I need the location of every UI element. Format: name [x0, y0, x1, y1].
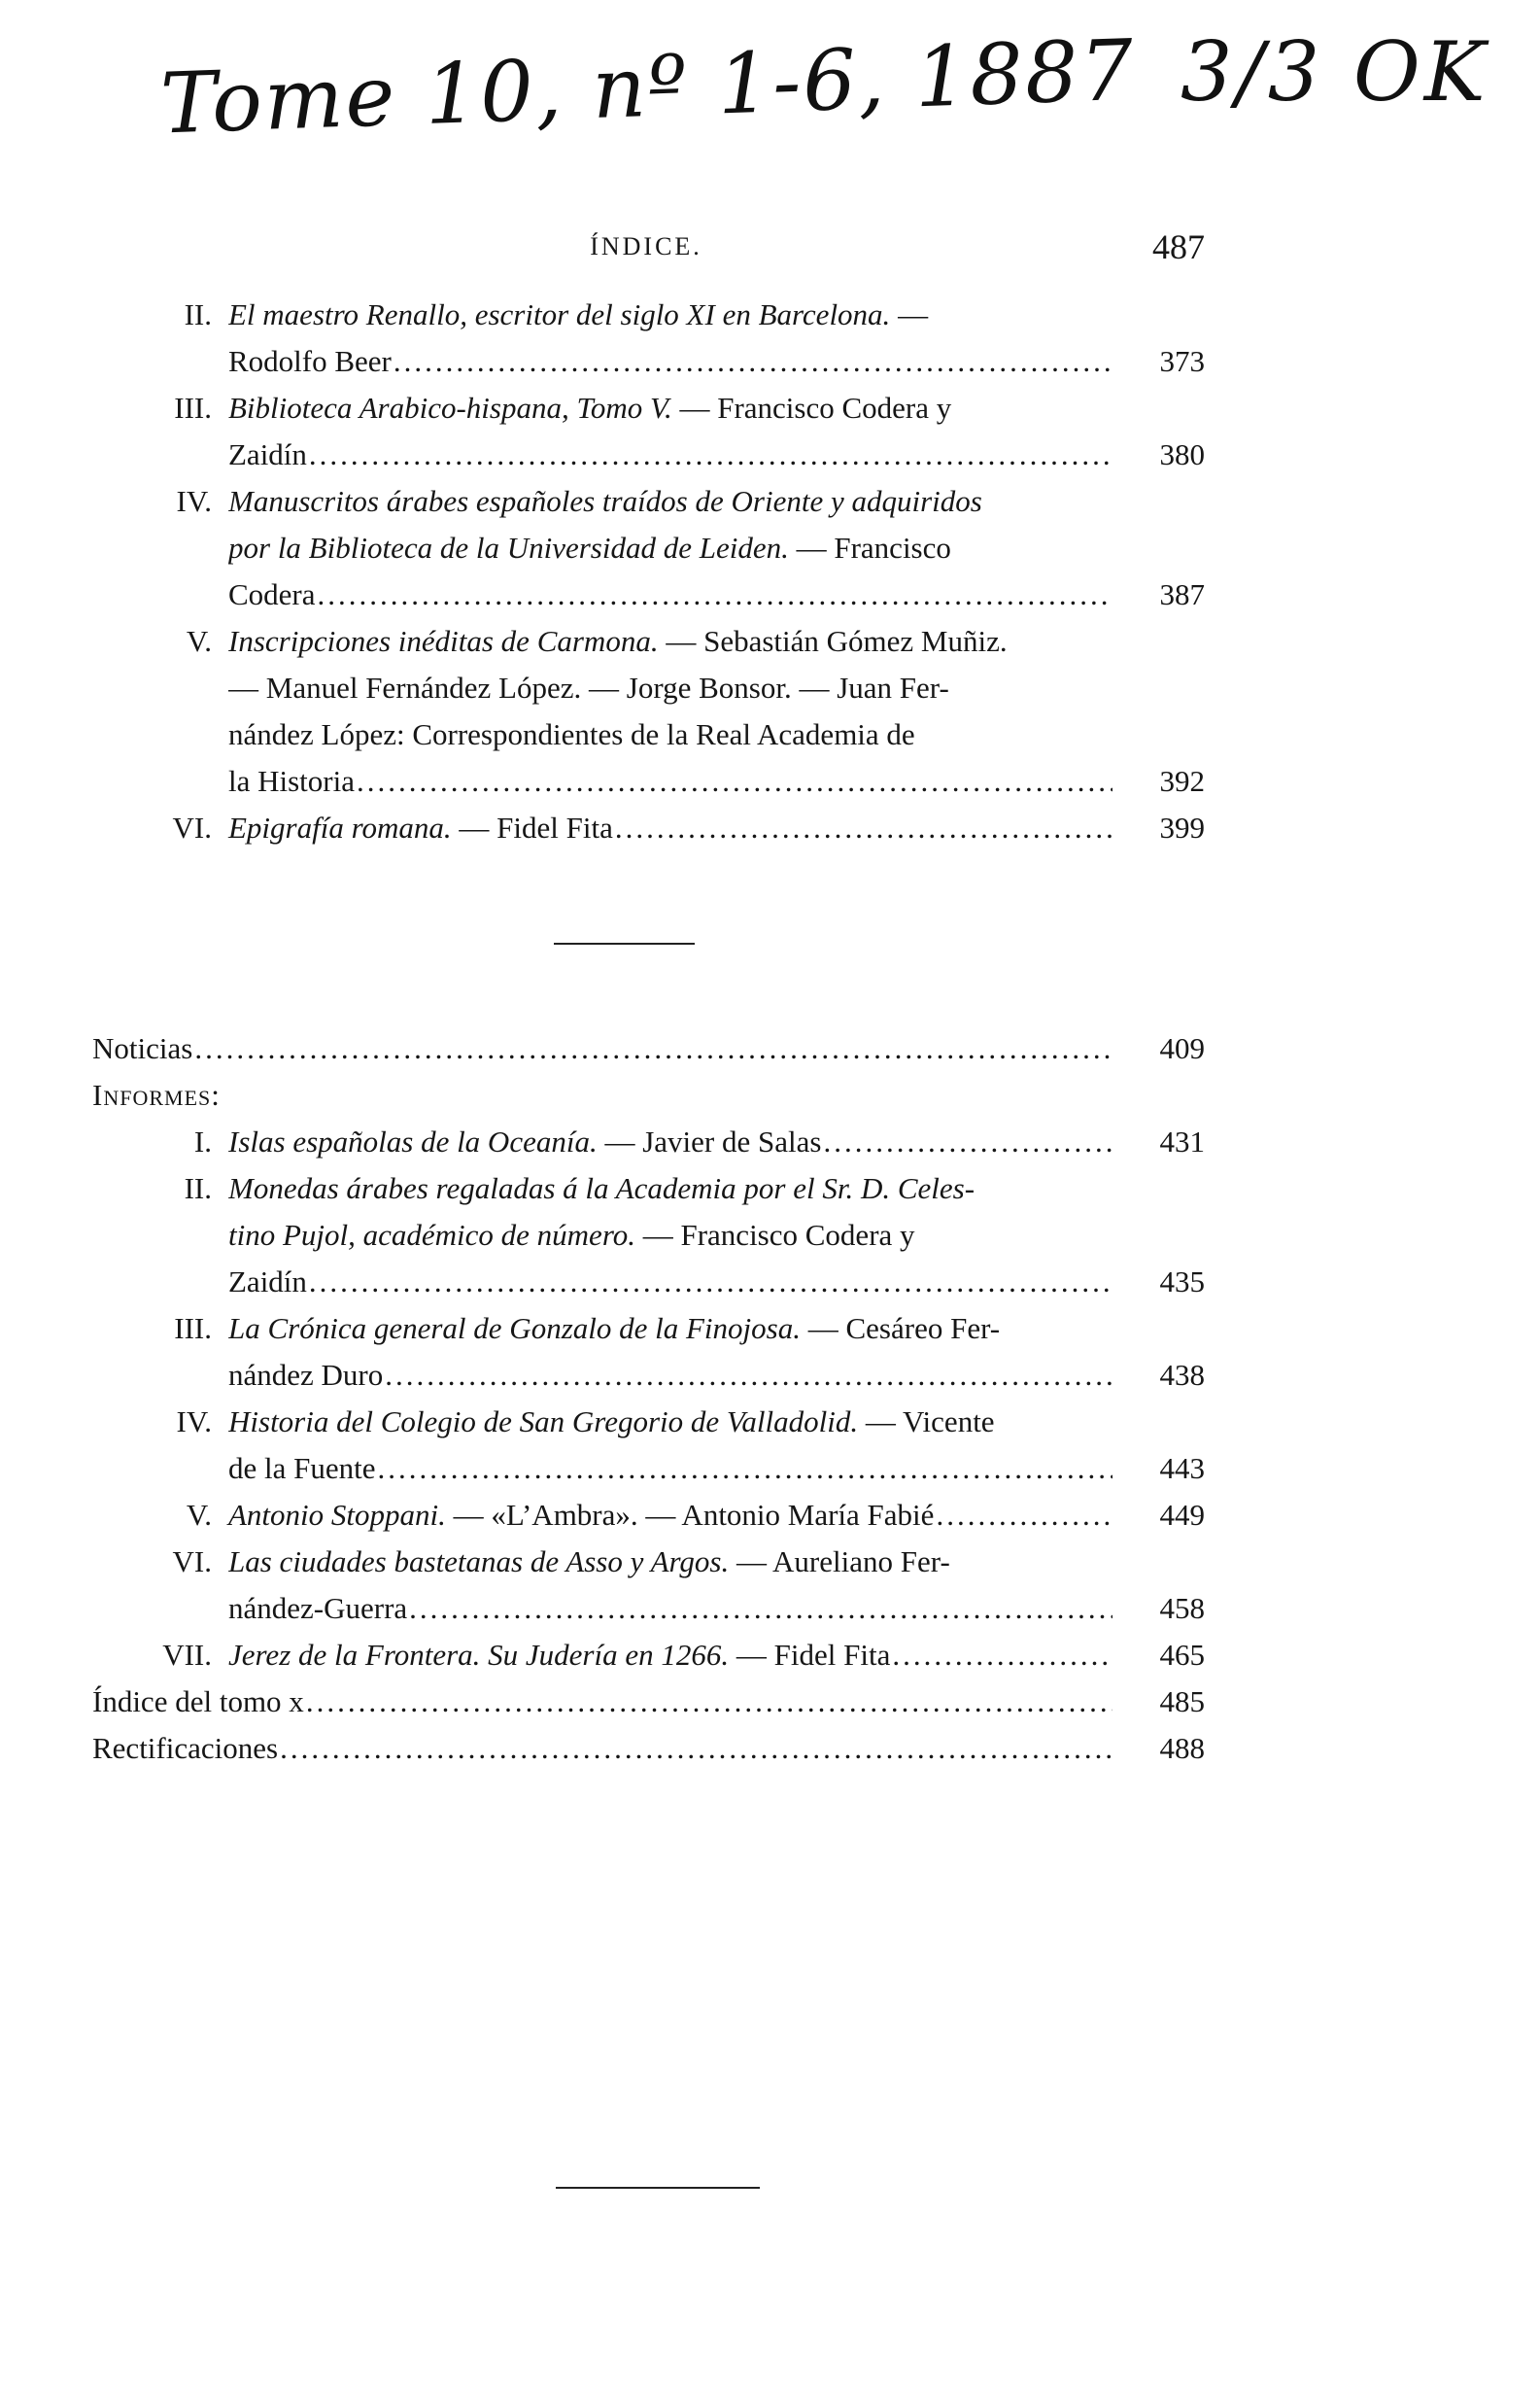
toc-entry-indice-tomo[interactable]	[92, 1679, 1205, 1725]
entry-page: 431	[1159, 1125, 1205, 1159]
entry-line: Zaidín	[228, 437, 307, 471]
dot-leader	[613, 805, 1112, 851]
entry-line: Rodolfo Beer	[228, 344, 392, 378]
entry-line: Antonio Stoppani. — «L’Ambra». — Antonio María Fabié	[228, 1498, 935, 1532]
entry-page: 380	[1159, 437, 1205, 471]
entry-line: Historia del Colegio de San Gregorio de Valladolid. — Vicente	[228, 1404, 995, 1438]
entry-line: la Historia	[228, 764, 355, 798]
entry-numeral: I.	[193, 1125, 212, 1159]
toc-entry[interactable]	[92, 1119, 1205, 1165]
toc-entry[interactable]	[92, 1492, 1205, 1539]
running-header	[87, 226, 1205, 265]
entry-page: 392	[1159, 764, 1205, 798]
dot-leader	[307, 1259, 1112, 1305]
entry-line: nández Duro	[228, 1358, 384, 1392]
entry-numeral: V.	[186, 1498, 212, 1532]
dot-leader	[383, 1352, 1112, 1399]
dot-leader	[278, 1725, 1112, 1772]
toc-entry[interactable]	[92, 1399, 1205, 1492]
entry-page: 409	[1159, 1031, 1205, 1065]
informes-heading: Informes:	[92, 1078, 221, 1112]
entry-title: Índice del tomo x	[92, 1684, 304, 1718]
toc-entry[interactable]	[92, 1539, 1205, 1632]
entry-page: 485	[1159, 1684, 1205, 1718]
entry-page: 387	[1159, 577, 1205, 611]
toc-entry[interactable]	[92, 478, 1205, 618]
dot-leader	[934, 1492, 1112, 1539]
entry-line: Biblioteca Arabico-hispana, Tomo V. — Francisco Codera y	[228, 391, 952, 425]
toc-entry[interactable]	[92, 1305, 1205, 1399]
entry-line: La Crónica general de Gonzalo de la Finojosa. — Cesáreo Fer-	[228, 1311, 1001, 1345]
handwritten-check-note: 3/3 OK	[1181, 24, 1489, 120]
toc-entry[interactable]	[92, 1632, 1205, 1679]
entry-numeral: VI.	[172, 811, 212, 845]
dot-leader	[890, 1632, 1112, 1679]
dot-leader	[407, 1585, 1112, 1632]
dot-leader	[307, 432, 1112, 478]
toc-entry[interactable]	[92, 805, 1205, 851]
toc-entry[interactable]	[92, 385, 1205, 478]
dot-leader	[304, 1679, 1112, 1725]
entry-line: Inscripciones inéditas de Carmona. — Sebastián Gómez Muñiz.	[228, 624, 1008, 658]
dot-leader	[355, 758, 1112, 805]
entry-line: El maestro Renallo, escritor del siglo XI en Barcelona. —	[228, 297, 929, 331]
entry-line: Las ciudades bastetanas de Asso y Argos. — Aureliano Fer-	[228, 1544, 950, 1578]
entry-title: Rectificaciones	[92, 1731, 279, 1765]
entry-numeral: VI.	[172, 1544, 212, 1578]
entry-page: 443	[1159, 1451, 1205, 1485]
entry-line: por la Biblioteca de la Universidad de Leiden. — Francisco	[228, 531, 951, 565]
page-number: 487	[1152, 227, 1205, 266]
entry-line: Manuscritos árabes españoles traídos de Oriente y adquiridos	[228, 484, 982, 518]
toc-entry[interactable]	[92, 1165, 1205, 1305]
dot-leader	[376, 1445, 1112, 1492]
entry-line: Epigrafía romana. — Fidel Fita	[228, 811, 613, 845]
entry-numeral: III.	[174, 1311, 212, 1345]
entry-numeral: II.	[184, 297, 212, 331]
toc-section-notices	[92, 1025, 1205, 1772]
entry-line: Monedas árabes regaladas á la Academia por el Sr. D. Celes-	[228, 1171, 975, 1205]
entry-line: Zaidín	[228, 1264, 307, 1298]
entry-line: tino Pujol, académico de número. — Francisco Codera y	[228, 1218, 915, 1252]
entry-numeral: IV.	[176, 484, 212, 518]
entry-page: 399	[1159, 811, 1205, 845]
entry-line: de la Fuente	[228, 1451, 376, 1485]
entry-numeral: VII.	[162, 1638, 212, 1672]
entry-line: Codera	[228, 577, 316, 611]
toc-entry[interactable]	[92, 618, 1205, 805]
entry-page: 465	[1159, 1638, 1205, 1672]
toc-section-articles	[92, 292, 1205, 851]
entry-line: nández-Guerra	[228, 1591, 408, 1625]
toc-entry[interactable]	[92, 292, 1205, 385]
entry-numeral: III.	[174, 391, 212, 425]
entry-line: Islas españolas de la Oceanía. — Javier de Salas	[228, 1125, 822, 1159]
entry-page: 373	[1159, 344, 1205, 378]
toc-entry-noticias[interactable]	[92, 1025, 1205, 1072]
entry-page: 435	[1159, 1264, 1205, 1298]
entry-numeral: V.	[186, 624, 212, 658]
closing-divider	[556, 2187, 760, 2189]
entry-page: 458	[1159, 1591, 1205, 1625]
section-divider	[554, 943, 695, 945]
dot-leader	[192, 1025, 1112, 1072]
entry-numeral: II.	[184, 1171, 212, 1205]
dot-leader	[821, 1119, 1112, 1165]
entry-line: nández López: Correspondientes de la Real Academia de	[228, 717, 915, 751]
entry-title: Noticias	[92, 1031, 193, 1065]
entry-page: 449	[1159, 1498, 1205, 1532]
dot-leader	[316, 571, 1112, 618]
toc-entry-rectificaciones[interactable]	[92, 1725, 1205, 1772]
entry-line: — Manuel Fernández López. — Jorge Bonsor. — Juan Fer-	[228, 671, 949, 705]
entry-line: Jerez de la Frontera. Su Judería en 1266. — Fidel Fita	[228, 1638, 891, 1672]
page-title: ÍNDICE.	[590, 232, 702, 260]
entry-numeral: IV.	[176, 1404, 212, 1438]
dot-leader	[392, 338, 1112, 385]
entry-page: 488	[1159, 1731, 1205, 1765]
entry-page: 438	[1159, 1358, 1205, 1392]
handwritten-volume-note: Tome 10, nº 1-6, 1887	[158, 21, 1137, 154]
informes-list	[92, 1119, 1205, 1679]
